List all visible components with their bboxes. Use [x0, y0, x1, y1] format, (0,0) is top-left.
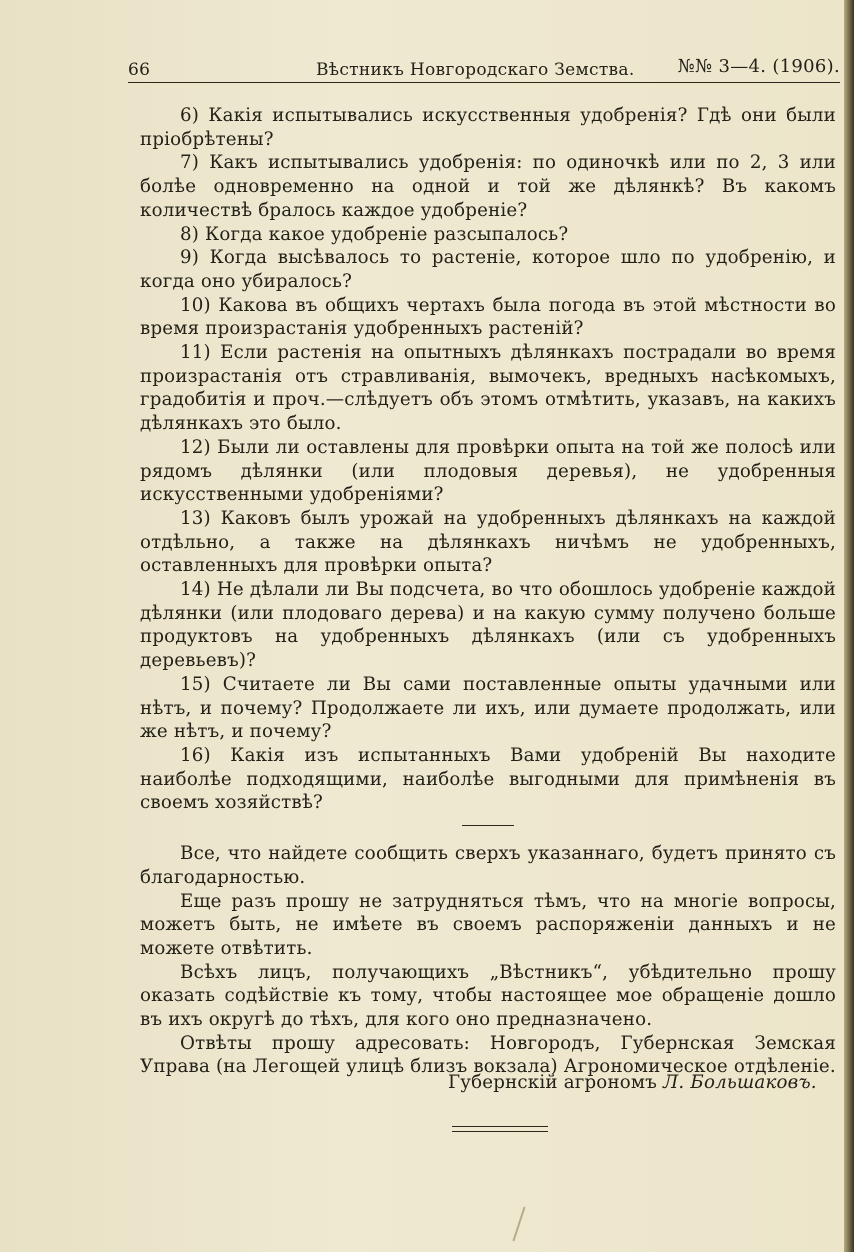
section-separator: [462, 825, 514, 826]
question-9: 9) Когда высѣвалось то растеніе, которое шло по удобренію, и когда оно убиралось?: [140, 247, 836, 292]
closing-paragraph-4: Отвѣты прошу адресовать: Новгородъ, Губернская Земская Управа (на Легощей улицѣ близъ вокзала) Агрономическое отдѣленіе.: [140, 1032, 836, 1078]
question-10: 10) Какова въ общихъ чертахъ была погода въ этой мѣстности во время произрастанія удобренныхъ растеній?: [140, 294, 836, 340]
article-body: [140, 104, 836, 1079]
journal-title: Вѣстникъ Новгородскаго Земства.: [316, 60, 635, 80]
signature-line: [448, 1072, 817, 1093]
question-7: 7) Какъ испытывались удобренія: по одиночкѣ или по 2, 3 или болѣе одновременно на одной и той же дѣлянкѣ? Въ какомъ количествѣ бралось каждое удобреніе?: [140, 152, 836, 221]
signature-name: Л. Большаковъ.: [663, 1072, 817, 1093]
header-rule: [128, 82, 840, 83]
closing-paragraph-2: Еще разъ прошу не затрудняться тѣмъ, что на многіе вопросы, можетъ быть, не имѣете въ своемъ распоряженіи данныхъ и не можете отвѣтить.: [140, 890, 836, 959]
question-16: 16) Какія изъ испытанныхъ Вами удобреній Вы находите наиболѣе подходящими, наиболѣе выгодными для примѣненія въ своемъ хозяйствѣ?: [140, 744, 836, 814]
question-13: 13) Каковъ былъ урожай на удобренныхъ дѣлянкахъ на каждой отдѣльно, а также на дѣлянкахъ ничѣмъ не удобренныхъ, оставленныхъ для провѣрки опыта?: [140, 507, 836, 577]
question-8: 8) Когда какое удобреніе разсыпалось?: [180, 223, 569, 245]
running-header: [128, 54, 840, 82]
closing-paragraph-3: Всѣхъ лицъ, получающихъ „Вѣстникъ“, убѣдительно прошу оказать содѣйствіе къ тому, чтобы настоящее мое обращеніе дошло въ ихъ округѣ до тѣхъ, для кого оно предназначено.: [140, 961, 836, 1031]
question-14: 14) Не дѣлали ли Вы подсчета, во что обошлось удобреніе каждой дѣлянки (или плодоваго дерева) и на какую сумму получено больше продуктовъ на удобренныхъ дѣлянкахъ (или съ удобренныхъ деревьевъ)?: [140, 579, 836, 672]
end-rule-bottom: [452, 1131, 548, 1132]
issue-number: №№ 3—4. (1906).: [677, 56, 840, 77]
end-rule-top: [452, 1126, 548, 1127]
closing-paragraph-1: Все, что найдете сообщить сверхъ указаннаго, будетъ принято съ благодарностью.: [140, 843, 836, 888]
page-edge-shadow: [844, 0, 854, 1252]
signature-role: Губернскій агрономъ: [448, 1072, 658, 1093]
paper-mark: [512, 1207, 525, 1242]
question-15: 15) Считаете ли Вы сами поставленные опыты удачными или нѣтъ, и почему? Продолжаете ли ихъ, или думаете продолжать, или же нѣтъ, и почему?: [140, 673, 836, 743]
question-11: 11) Если растенія на опытныхъ дѣлянкахъ пострадали во время произрастанія отъ стравливанія, вымочекъ, вредныхъ насѣкомыхъ, градобитія и проч.—слѣдуетъ объ этомъ отмѣтить, указавъ, на какихъ дѣлянкахъ это было.: [140, 342, 836, 435]
page-number: 66: [128, 60, 151, 80]
question-6: 6) Какія испытывались искусственныя удобренія? Гдѣ они были пріобрѣтены?: [140, 105, 836, 150]
question-12: 12) Были ли оставлены для провѣрки опыта на той же полосѣ или рядомъ дѣлянки (или плодовыя деревья), не удобренныя искусственными удобреніями?: [140, 436, 836, 506]
